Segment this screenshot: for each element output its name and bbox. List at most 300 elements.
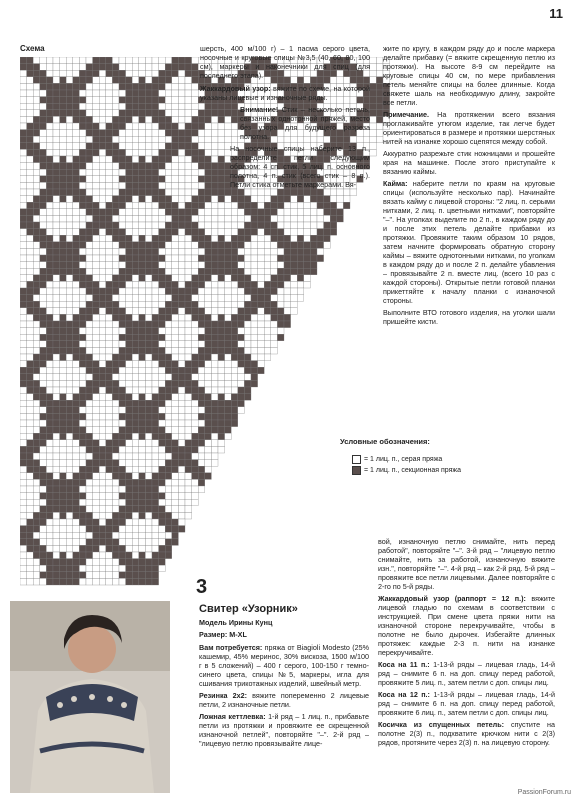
chart-cell [238, 380, 245, 387]
chart-cell [310, 255, 317, 262]
sweater-photo [10, 601, 170, 793]
chart-cell [178, 222, 185, 229]
chart-cell [198, 301, 205, 308]
chart-cell [93, 64, 100, 71]
chart-cell [66, 202, 73, 209]
chart-cell [211, 281, 218, 288]
chart-cell [60, 321, 67, 328]
chart-cell [27, 301, 34, 308]
chart-cell [165, 235, 172, 242]
chart-cell [178, 64, 185, 71]
chart-cell [126, 189, 133, 196]
chart-cell [277, 281, 284, 288]
chart-cell [93, 407, 100, 414]
chart-cell [40, 446, 47, 453]
chart-cell [165, 130, 172, 137]
chart-cell [106, 268, 113, 275]
chart-cell [145, 394, 152, 401]
chart-cell [40, 314, 47, 321]
chart-cell [145, 57, 152, 64]
chart-cell [145, 215, 152, 222]
chart-cell [53, 229, 60, 236]
chart-cell [93, 136, 100, 143]
chart-cell [79, 466, 86, 473]
chart-cell [112, 70, 119, 77]
chart-cell [40, 262, 47, 269]
chart-cell [126, 176, 133, 183]
chart-cell [198, 314, 205, 321]
chart-cell [40, 413, 47, 420]
chart-cell [198, 420, 205, 427]
chart-cell [172, 446, 179, 453]
chart-cell [119, 97, 126, 104]
chart-cell [112, 77, 119, 84]
col_mid-para: Внимание! Стик – несколько петель, связанных однотонной пряжей, место без узора для будущего разреза полотна. [240, 105, 370, 141]
chart-cell [238, 248, 245, 255]
chart-cell [33, 526, 40, 533]
chart-cell [79, 334, 86, 341]
chart-cell [271, 341, 278, 348]
chart-cell [86, 367, 93, 374]
chart-cell [297, 288, 304, 295]
chart-cell [40, 460, 47, 467]
chart-cell [145, 281, 152, 288]
chart-cell [66, 110, 73, 117]
chart-cell [27, 182, 34, 189]
chart-cell [218, 314, 225, 321]
chart-cell [106, 70, 113, 77]
chart-cell [119, 281, 126, 288]
chart-cell [205, 248, 212, 255]
chart-cell [126, 222, 133, 229]
chart-cell [192, 295, 199, 302]
chart-cell [211, 275, 218, 282]
chart-cell [119, 229, 126, 236]
chart-cell [106, 156, 113, 163]
chart-cell [192, 347, 199, 354]
chart-cell [165, 394, 172, 401]
chart-cell [271, 347, 278, 354]
chart-cell [66, 407, 73, 414]
chart-cell [185, 394, 192, 401]
chart-cell [198, 479, 205, 486]
chart-cell [79, 453, 86, 460]
chart-cell [172, 268, 179, 275]
chart-cell [93, 552, 100, 559]
chart-cell [106, 196, 113, 203]
chart-cell [33, 519, 40, 526]
chart-cell [132, 156, 139, 163]
chart-cell [99, 400, 106, 407]
chart-cell [126, 380, 133, 387]
chart-cell [40, 295, 47, 302]
chart-cell [53, 110, 60, 117]
chart-cell [145, 182, 152, 189]
chart-cell [205, 354, 212, 361]
chart-cell [112, 83, 119, 90]
chart-cell [165, 229, 172, 236]
chart-cell [205, 288, 212, 295]
chart-cell [79, 248, 86, 255]
chart-cell [277, 295, 284, 302]
chart-cell [119, 176, 126, 183]
chart-cell [53, 433, 60, 440]
chart-cell [211, 380, 218, 387]
chart-cell [172, 440, 179, 447]
chart-cell [40, 354, 47, 361]
chart-cell [20, 136, 27, 143]
chart-cell [53, 453, 60, 460]
chart-cell [165, 149, 172, 156]
chart-cell [205, 215, 212, 222]
chart-cell [310, 229, 317, 236]
chart-cell [99, 288, 106, 295]
chart-cell [231, 295, 238, 302]
chart-cell [172, 394, 179, 401]
chart-cell [126, 433, 133, 440]
chart-cell [106, 334, 113, 341]
chart-cell [185, 110, 192, 117]
chart-cell [145, 407, 152, 414]
chart-cell [93, 229, 100, 236]
chart-cell [119, 374, 126, 381]
chart-cell [46, 288, 53, 295]
chart-cell [139, 209, 146, 216]
chart-cell [53, 460, 60, 467]
chart-cell [112, 532, 119, 539]
chart-cell [225, 288, 232, 295]
chart-cell [112, 486, 119, 493]
chart-cell [251, 275, 258, 282]
chart-cell [99, 235, 106, 242]
chart-cell [185, 347, 192, 354]
chart-cell [192, 110, 199, 117]
chart-cell [244, 222, 251, 229]
chart-cell [79, 347, 86, 354]
chart-cell [297, 281, 304, 288]
chart-cell [106, 275, 113, 282]
chart-cell [20, 281, 27, 288]
chart-cell [46, 559, 53, 566]
chart-cell [192, 123, 199, 130]
chart-cell [40, 347, 47, 354]
chart-cell [225, 196, 232, 203]
chart-cell [238, 275, 245, 282]
chart-cell [178, 295, 185, 302]
chart-cell [145, 275, 152, 282]
chart-cell [310, 196, 317, 203]
chart-cell [159, 539, 166, 546]
chart-cell [79, 407, 86, 414]
chart-cell [238, 328, 245, 335]
chart-cell [284, 196, 291, 203]
chart-cell [198, 281, 205, 288]
chart-cell [132, 83, 139, 90]
chart-cell [27, 413, 34, 420]
chart-cell [192, 301, 199, 308]
chart-cell [139, 64, 146, 71]
chart-cell [79, 512, 86, 519]
chart-cell [46, 420, 53, 427]
chart-cell [205, 413, 212, 420]
chart-cell [126, 202, 133, 209]
chart-cell [66, 281, 73, 288]
chart-cell [185, 486, 192, 493]
chart-cell [60, 97, 67, 104]
chart-cell [112, 281, 119, 288]
chart-cell [33, 308, 40, 315]
chart-cell [73, 512, 80, 519]
chart-cell [126, 255, 133, 262]
chart-cell [172, 136, 179, 143]
chart-cell [20, 110, 27, 117]
chart-cell [185, 57, 192, 64]
chart-cell [53, 519, 60, 526]
chart-cell [185, 196, 192, 203]
chart-cell [152, 466, 159, 473]
chart-cell [132, 380, 139, 387]
chart-cell [93, 328, 100, 335]
chart-cell [66, 235, 73, 242]
chart-cell [86, 314, 93, 321]
chart-cell [93, 413, 100, 420]
chart-cell [192, 149, 199, 156]
chart-cell [73, 182, 80, 189]
chart-cell [106, 552, 113, 559]
chart-cell [264, 235, 271, 242]
chart-cell [93, 295, 100, 302]
chart-cell [192, 130, 199, 137]
chart-cell [159, 552, 166, 559]
chart-cell [33, 407, 40, 414]
chart-cell [251, 288, 258, 295]
chart-cell [27, 83, 34, 90]
chart-cell [152, 526, 159, 533]
chart-cell [178, 466, 185, 473]
chart-cell [93, 446, 100, 453]
chart-cell [60, 328, 67, 335]
chart-cell [86, 440, 93, 447]
chart-cell [139, 182, 146, 189]
chart-cell [112, 116, 119, 123]
chart-cell [172, 229, 179, 236]
chart-cell [185, 70, 192, 77]
chart-cell [20, 116, 27, 123]
chart-cell [79, 446, 86, 453]
chart-cell [106, 255, 113, 262]
chart-cell [165, 341, 172, 348]
chart-cell [60, 83, 67, 90]
chart-cell [27, 163, 34, 170]
chart-cell [112, 222, 119, 229]
chart-cell [112, 361, 119, 368]
chart-cell [119, 539, 126, 546]
chart-cell [40, 427, 47, 434]
chart-cell [27, 420, 34, 427]
chart-cell [165, 361, 172, 368]
chart-cell [66, 83, 73, 90]
chart-cell [33, 248, 40, 255]
chart-cell [112, 143, 119, 150]
chart-cell [53, 473, 60, 480]
chart-cell [165, 182, 172, 189]
chart-cell [126, 361, 133, 368]
chart-cell [20, 196, 27, 203]
chart-cell [33, 70, 40, 77]
chart-cell [304, 222, 311, 229]
chart-cell [132, 499, 139, 506]
chart-cell [20, 394, 27, 401]
chart-cell [152, 130, 159, 137]
chart-cell [145, 460, 152, 467]
chart-cell [185, 268, 192, 275]
chart-cell [99, 473, 106, 480]
chart-cell [172, 169, 179, 176]
chart-cell [106, 202, 113, 209]
chart-cell [79, 136, 86, 143]
chart-cell [159, 235, 166, 242]
chart-cell [33, 328, 40, 335]
chart-cell [251, 196, 258, 203]
chart-cell [139, 235, 146, 242]
chart-cell [46, 347, 53, 354]
chart-cell [40, 176, 47, 183]
chart-cell [172, 506, 179, 513]
chart-cell [119, 110, 126, 117]
chart-cell [86, 143, 93, 150]
chart-cell [244, 347, 251, 354]
chart-cell [60, 532, 67, 539]
chart-cell [139, 215, 146, 222]
chart-cell [106, 578, 113, 585]
chart-cell [20, 275, 27, 282]
chart-cell [46, 163, 53, 170]
chart-cell [99, 479, 106, 486]
chart-cell [178, 361, 185, 368]
chart-cell [251, 301, 258, 308]
chart-cell [178, 526, 185, 533]
chart-cell [192, 433, 199, 440]
chart-cell [277, 235, 284, 242]
chart-cell [152, 196, 159, 203]
chart-cell [73, 334, 80, 341]
chart-cell [106, 169, 113, 176]
chart-cell [159, 229, 166, 236]
chart-cell [46, 255, 53, 262]
chart-cell [198, 288, 205, 295]
chart-cell [317, 235, 324, 242]
chart-cell [93, 222, 100, 229]
chart-cell [33, 281, 40, 288]
chart-cell [86, 420, 93, 427]
chart-cell [277, 288, 284, 295]
chart-cell [79, 295, 86, 302]
chart-cell [192, 308, 199, 315]
chart-cell [238, 255, 245, 262]
chart-cell [53, 255, 60, 262]
chart-cell [225, 334, 232, 341]
chart-cell [139, 400, 146, 407]
chart-cell [178, 163, 185, 170]
chart-cell [106, 565, 113, 572]
chart-cell [132, 288, 139, 295]
chart-cell [198, 394, 205, 401]
chart-cell [152, 506, 159, 513]
chart-cell [152, 486, 159, 493]
chart-cell [258, 222, 265, 229]
chart-cell [119, 288, 126, 295]
chart-cell [53, 354, 60, 361]
chart-cell [60, 473, 67, 480]
chart-cell [152, 156, 159, 163]
chart-cell [192, 380, 199, 387]
chart-cell [66, 143, 73, 150]
chart-cell [106, 262, 113, 269]
chart-cell [79, 262, 86, 269]
chart-cell [73, 506, 80, 513]
chart-cell [165, 446, 172, 453]
chart-cell [172, 413, 179, 420]
chart-cell [178, 116, 185, 123]
col_right-para: жите по кругу, в каждом ряду до и после маркера делайте прибавку (= вяжите скрещенную петлю из протяжки). На высоте 8-9 см перейдите на круговые спицы 40 см, по мере прибавления петель меняйте спицы на более длинные. Когда свяжете шаль на необходимую длину, закройте все петли. [383, 44, 555, 107]
chart-cell [218, 387, 225, 394]
chart-cell [53, 248, 60, 255]
chart-cell [53, 559, 60, 566]
chart-cell [211, 347, 218, 354]
chart-cell [211, 460, 218, 467]
chart-cell [27, 407, 34, 414]
legend-item-section [352, 466, 461, 475]
chart-cell [33, 400, 40, 407]
chart-cell [27, 314, 34, 321]
chart-cell [218, 248, 225, 255]
chart-cell [27, 110, 34, 117]
chart-cell [192, 262, 199, 269]
chart-cell [66, 479, 73, 486]
chart-cell [218, 281, 225, 288]
chart-cell [271, 202, 278, 209]
chart-cell [73, 354, 80, 361]
chart-cell [271, 268, 278, 275]
chart-cell [20, 473, 27, 480]
chart-cell [20, 466, 27, 473]
chart-cell [119, 440, 126, 447]
chart-cell [46, 209, 53, 216]
chart-cell [324, 235, 331, 242]
chart-cell [251, 321, 258, 328]
chart-cell [238, 288, 245, 295]
chart-cell [211, 268, 218, 275]
chart-cell [46, 367, 53, 374]
chart-cell [310, 268, 317, 275]
chart-cell [370, 136, 377, 143]
chart-cell [165, 347, 172, 354]
chart-cell [60, 387, 67, 394]
chart-cell [60, 380, 67, 387]
chart-cell [159, 387, 166, 394]
chart-cell [317, 196, 324, 203]
chart-cell [126, 90, 133, 97]
chart-cell [132, 123, 139, 130]
chart-cell [310, 242, 317, 249]
chart-cell [198, 433, 205, 440]
chart-cell [20, 565, 27, 572]
chart-cell [86, 70, 93, 77]
chart-cell [152, 387, 159, 394]
chart-cell [106, 242, 113, 249]
chart-cell [46, 202, 53, 209]
chart-cell [185, 169, 192, 176]
